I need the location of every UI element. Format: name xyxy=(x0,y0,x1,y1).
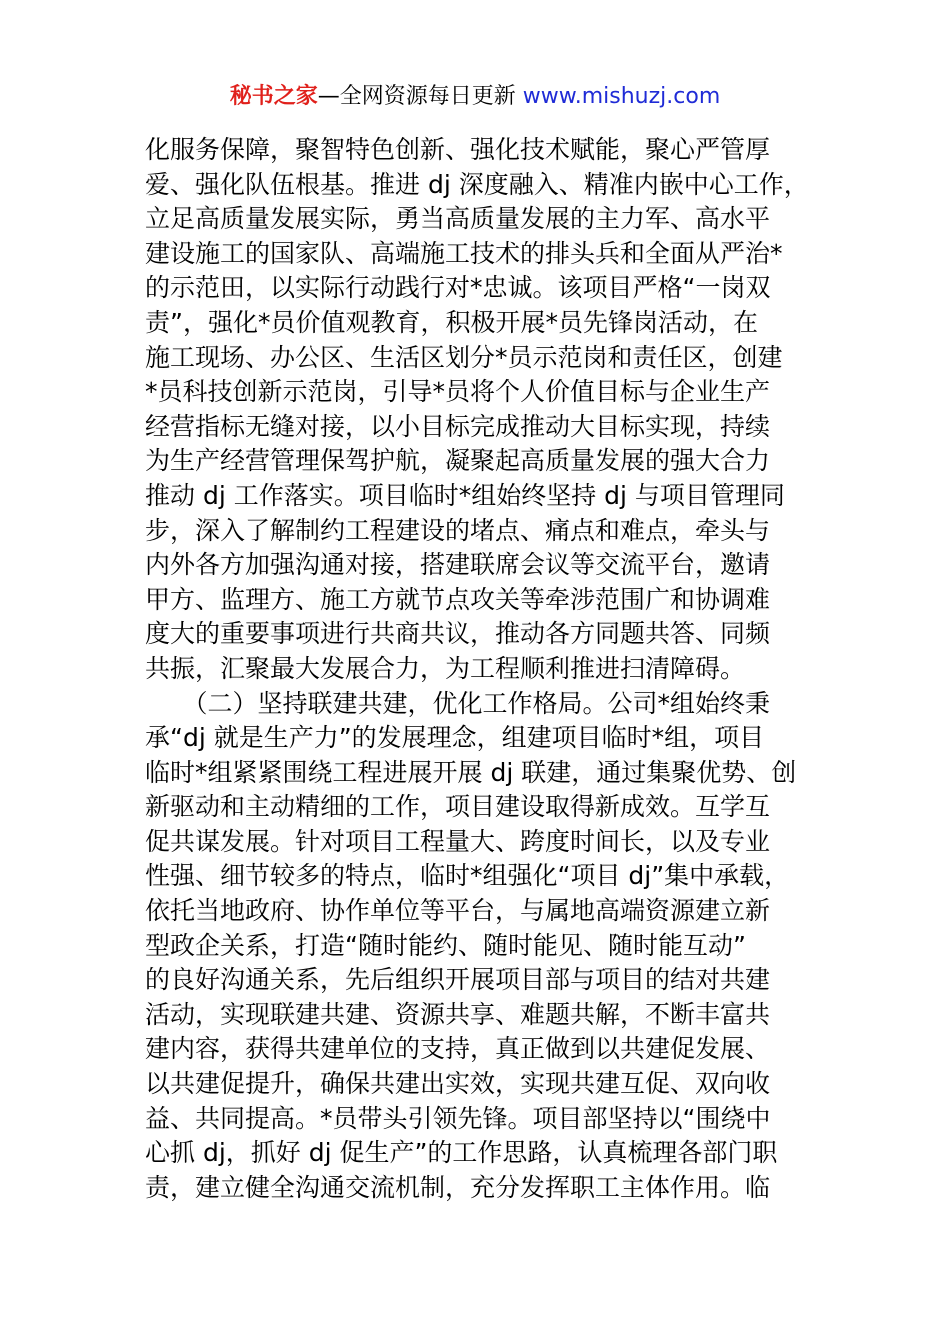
text-line: 共振，汇聚最大发展合力，为工程顺利推进扫清障碍。 xyxy=(145,653,746,683)
text-line: 甲方、监理方、施工方就节点攻关等牵涉范围广和协调难 xyxy=(145,584,771,614)
text-line: 益、共同提高。*员带头引领先锋。项目部坚持以“围绕中 xyxy=(145,1103,771,1133)
text-line: 内外各方加强沟通对接，搭建联席会议等交流平台，邀请 xyxy=(145,550,771,580)
text-line: 度大的重要事项进行共商共议，推动各方同题共答、同频 xyxy=(145,619,771,649)
text-line: 型政企关系，打造“随时能约、随时能见、随时能互动” xyxy=(145,930,746,960)
text-line: 步，深入了解制约工程建设的堵点、痛点和难点，牵头与 xyxy=(145,515,771,545)
text-line: 以共建促提升，确保共建出实效，实现共建互促、双向收 xyxy=(145,1069,771,1099)
text-line: 的良好沟通关系，先后组织开展项目部与项目的结对共建 xyxy=(145,965,771,995)
text-line: 化服务保障，聚智特色创新、强化技术赋能，聚心严管厚 xyxy=(145,135,771,164)
section-heading-line: （二）坚持联建共建，优化工作格局。公司*组始终秉 xyxy=(145,688,771,718)
text-line: 责”，强化*员价值观教育，积极开展*员先锋岗活动，在 xyxy=(145,307,758,337)
text-line: 的示范田，以实际行动践行对*忠诚。该项目严格“一岗双 xyxy=(145,273,771,303)
page-header xyxy=(0,82,950,112)
text-line: 建设施工的国家队、高端施工技术的排头兵和全面从严治* xyxy=(145,238,783,268)
text-line: 立足高质量发展实际，勇当高质量发展的主力军、高水平 xyxy=(145,204,771,234)
text-line: 依托当地政府、协作单位等平台，与属地高端资源建立新 xyxy=(145,896,771,926)
text-line: 经营指标无缝对接，以小目标完成推动大目标实现，持续 xyxy=(145,411,771,441)
site-url-link[interactable]: www.mishuzj.com xyxy=(522,84,721,109)
text-line: 责，建立健全沟通交流机制，充分发挥职工主体作用。临 xyxy=(145,1172,771,1202)
text-line: 承“dj 就是生产力”的发展理念，组建项目临时*组，项目 xyxy=(145,723,765,753)
text-line: 心抓 dj，抓好 dj 促生产”的工作思路，认真梳理各部门职 xyxy=(145,1138,778,1168)
text-line: 为生产经营管理保驾护航，凝聚起高质量发展的强大合力 xyxy=(145,446,771,476)
text-line: 促共谋发展。针对项目工程量大、跨度时间长，以及专业 xyxy=(145,826,771,856)
text-line: 推动 dj 工作落实。项目临时*组始终坚持 dj 与项目管理同 xyxy=(145,480,785,510)
text-line: *员科技创新示范岗，引导*员将个人价值目标与企业生产 xyxy=(145,377,771,407)
text-line: 施工现场、办公区、生活区划分*员示范岗和责任区，创建 xyxy=(145,342,783,372)
text-line: 性强、细节较多的特点，临时*组强化“项目 dj”集中承载， xyxy=(145,861,790,891)
text-line: 活动，实现联建共建、资源共享、难题共解，不断丰富共 xyxy=(145,999,771,1029)
header-tagline: —全网资源每日更新 xyxy=(317,84,523,109)
site-brand: 秘书之家 xyxy=(229,84,318,109)
text-line: 建内容，获得共建单位的支持，真正做到以共建促发展、 xyxy=(145,1034,771,1064)
text-line: 临时*组紧紧围绕工程进展开展 dj 联建，通过集聚优势、创 xyxy=(145,757,797,787)
document-body xyxy=(145,133,810,1205)
text-line: 爱、强化队伍根基。推进 dj 深度融入、精准内嵌中心工作， xyxy=(145,169,809,199)
text-line: 新驱动和主动精细的工作，项目建设取得新成效。互学互 xyxy=(145,792,771,822)
